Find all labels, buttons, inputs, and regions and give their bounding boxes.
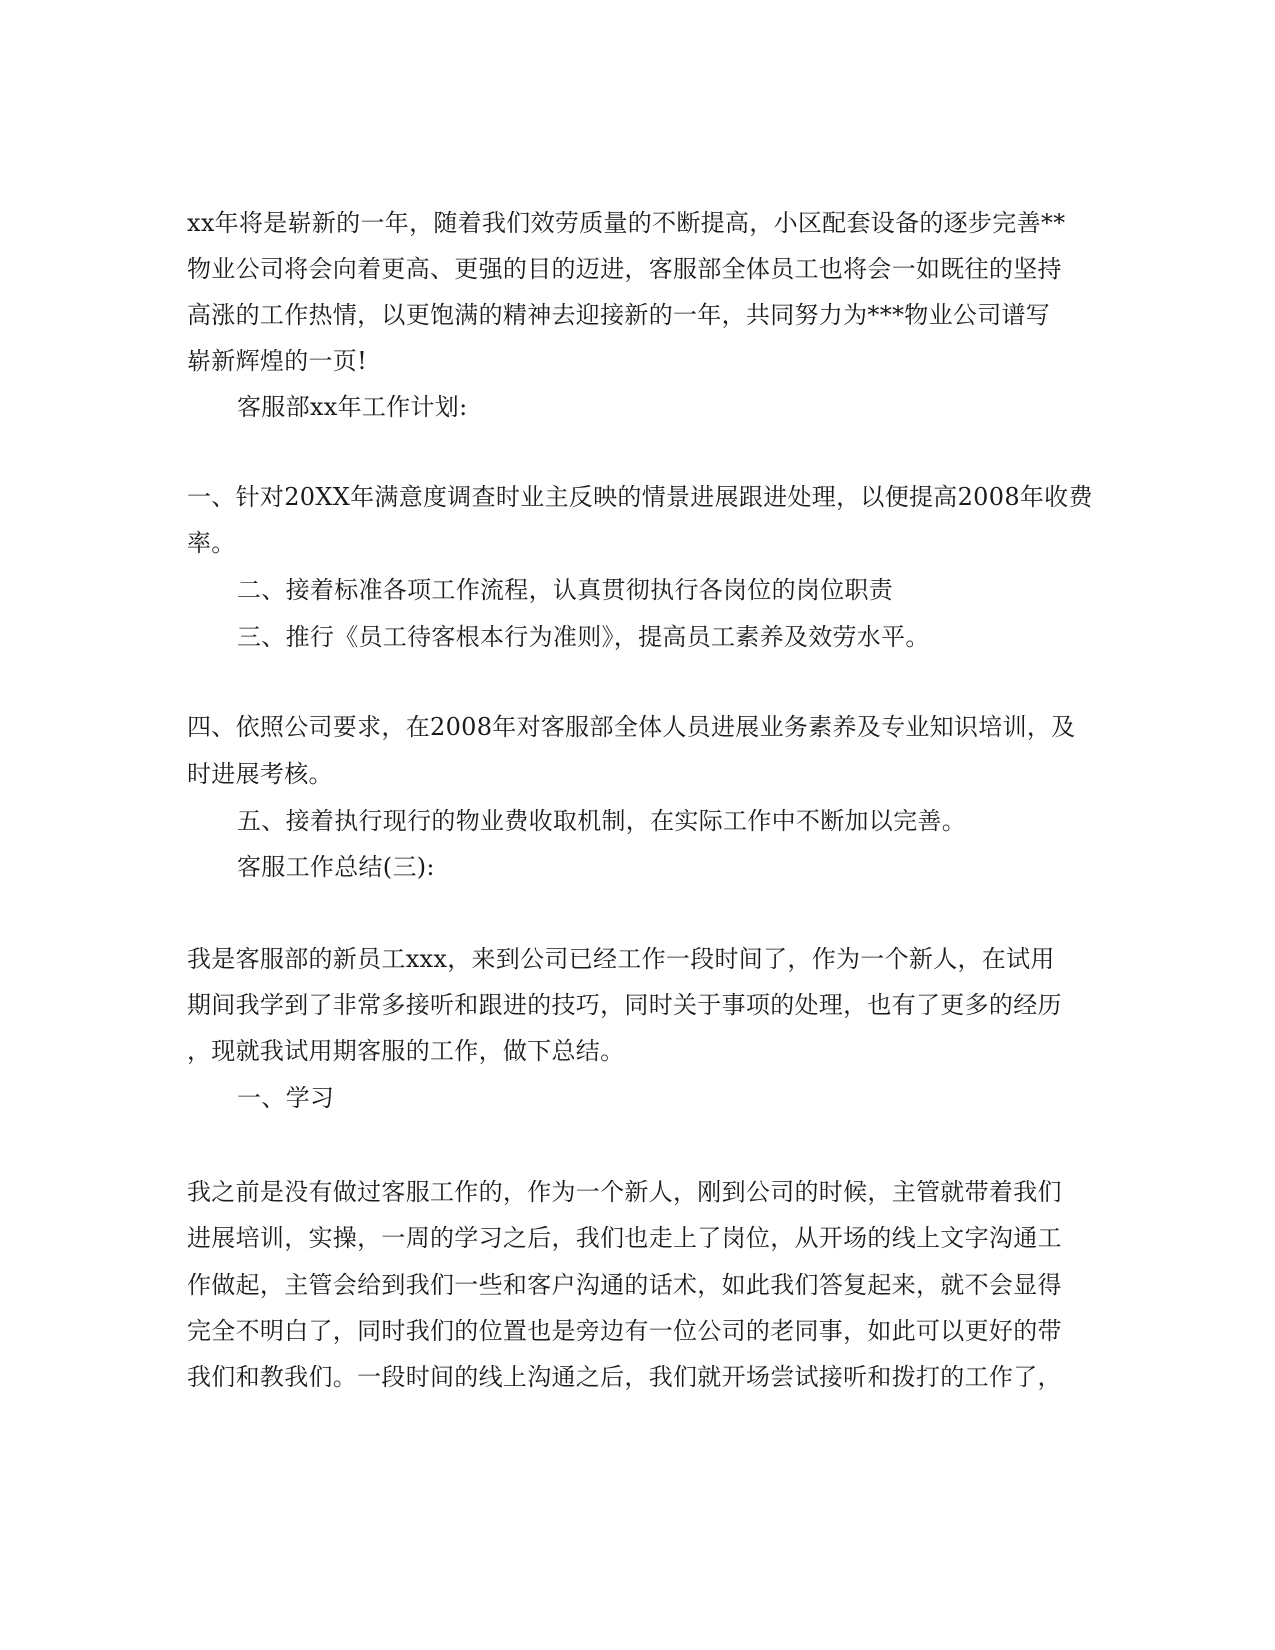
list-item: 三、推行《员工待客根本行为准则》，提高员工素养及效劳水平。 (237, 623, 930, 651)
paragraph-line: 物业公司将会向着更高、更强的目的迈进，客服部全体员工也将会一如既往的坚持 (187, 255, 1062, 283)
list-item: 五、接着执行现行的物业费收取机制，在实际工作中不断加以完善。 (237, 807, 966, 835)
paragraph-line: 崭新辉煌的一页! (187, 347, 368, 375)
paragraph-line: 进展培训，实操，一周的学习之后，我们也走上了岗位，从开场的线上文字沟通工 (187, 1224, 1062, 1252)
paragraph-line: 我是客服部的新员工xxx，来到公司已经工作一段时间了，作为一个新人，在试用 (187, 945, 1055, 973)
paragraph-line: 我们和教我们。一段时间的线上沟通之后，我们就开场尝试接听和拨打的工作了， (187, 1363, 1062, 1391)
paragraph-line: 一、针对20XX年满意度调查时业主反映的情景进展跟进处理，以便提高2008年收费 (187, 483, 1093, 511)
paragraph-line: 期间我学到了非常多接听和跟进的技巧，同时关于事项的处理，也有了更多的经历 (187, 991, 1062, 1019)
paragraph-line: 高涨的工作热情，以更饱满的精神去迎接新的一年，共同努力为***物业公司谱写 (187, 301, 1051, 329)
paragraph-line: 完全不明白了，同时我们的位置也是旁边有一位公司的老同事，如此可以更好的带 (187, 1317, 1062, 1345)
paragraph-line: 我之前是没有做过客服工作的，作为一个新人，刚到公司的时候，主管就带着我们 (187, 1178, 1062, 1206)
section-heading: 客服工作总结(三): (237, 853, 435, 881)
paragraph-line: 率。 (187, 529, 236, 557)
list-item: 二、接着标准各项工作流程，认真贯彻执行各岗位的岗位职责 (237, 576, 894, 604)
section-heading: 客服部xx年工作计划: (237, 393, 468, 421)
paragraph-line: ，现就我试用期客服的工作，做下总结。 (187, 1037, 625, 1065)
paragraph-line: 时进展考核。 (187, 760, 333, 788)
section-heading: 一、学习 (237, 1084, 335, 1112)
paragraph-line: xx年将是崭新的一年，随着我们效劳质量的不断提高，小区配套设备的逐步完善** (187, 209, 1066, 237)
paragraph-line: 四、依照公司要求，在2008年对客服部全体人员进展业务素养及专业知识培训，及 (187, 713, 1076, 741)
paragraph-line: 作做起，主管会给到我们一些和客户沟通的话术，如此我们答复起来，就不会显得 (187, 1271, 1062, 1299)
